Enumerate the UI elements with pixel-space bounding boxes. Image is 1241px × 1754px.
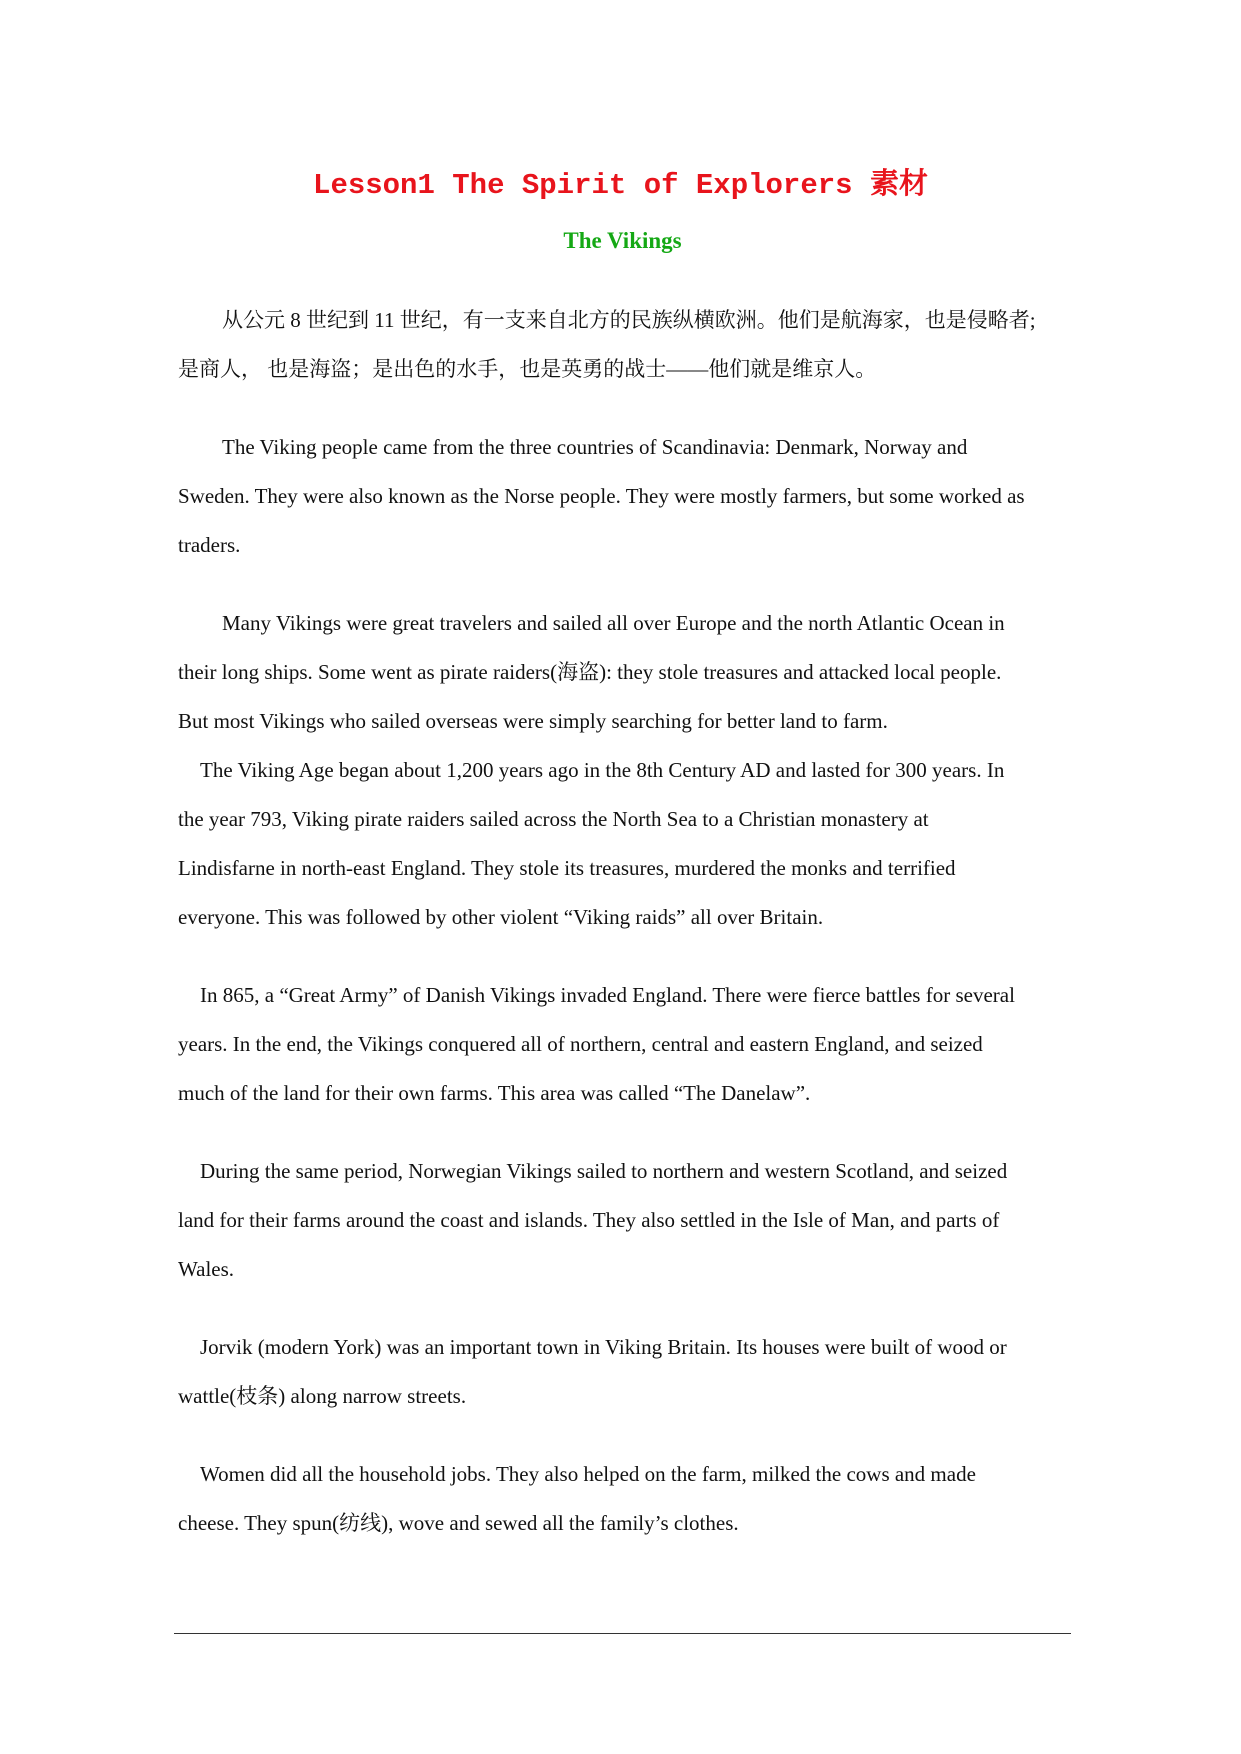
paragraph-viking-origins bbox=[178, 423, 1068, 570]
paragraph-women bbox=[178, 1450, 1068, 1548]
paragraph-line: cheese. They spun(纺线), wove and sewed all the family’s clothes. bbox=[178, 1511, 739, 1535]
document-body bbox=[178, 296, 1068, 1548]
document-subtitle: The Vikings bbox=[563, 228, 682, 253]
paragraph-line: Jorvik (modern York) was an important town in Viking Britain. Its houses were built of wood or bbox=[200, 1335, 1007, 1359]
paragraph-line: Many Vikings were great travelers and sailed all over Europe and the north Atlantic Ocean in bbox=[222, 611, 1005, 635]
paragraph-line: their long ships. Some went as pirate raiders(海盗): they stole treasures and attacked local people. bbox=[178, 660, 1002, 684]
paragraph-viking-age bbox=[178, 746, 1068, 942]
paragraph-line: everyone. This was followed by other violent “Viking raids” all over Britain. bbox=[178, 905, 824, 929]
paragraph-line: Lindisfarne in north-east England. They stole its treasures, murdered the monks and terrified bbox=[178, 856, 956, 880]
paragraph-line: 是商人， 也是海盗；是出色的水手，也是英勇的战士——他们就是维京人。 bbox=[178, 357, 877, 381]
paragraph-chinese-intro bbox=[178, 296, 1068, 394]
paragraph-line: Sweden. They were also known as the Norse people. They were mostly farmers, but some worked as bbox=[178, 484, 1025, 508]
paragraph-line: wattle(枝条) along narrow streets. bbox=[178, 1384, 467, 1408]
paragraph-line: Wales. bbox=[178, 1257, 235, 1281]
paragraph-viking-travelers bbox=[178, 599, 1068, 746]
footer-rule bbox=[174, 1633, 1071, 1634]
paragraph-line: Women did all the household jobs. They also helped on the farm, milked the cows and made bbox=[200, 1462, 976, 1486]
document-title: Lesson1 The Spirit of Explorers 素材 bbox=[313, 169, 928, 202]
paragraph-line: 从公元 8 世纪到 11 世纪，有一支来自北方的民族纵横欧洲。他们是航海家，也是侵略者; bbox=[222, 308, 1036, 332]
paragraph-line: The Viking Age began about 1,200 years ago in the 8th Century AD and lasted for 300 years. In bbox=[200, 758, 1005, 782]
paragraph-norwegian-vikings bbox=[178, 1147, 1068, 1294]
paragraph-line: The Viking people came from the three countries of Scandinavia: Denmark, Norway and bbox=[222, 435, 968, 459]
paragraph-line: years. In the end, the Vikings conquered all of northern, central and eastern England, and seized bbox=[178, 1032, 983, 1056]
paragraph-line: land for their farms around the coast and islands. They also settled in the Isle of Man, and parts of bbox=[178, 1208, 1000, 1232]
paragraph-line: much of the land for their own farms. This area was called “The Danelaw”. bbox=[178, 1081, 811, 1105]
paragraph-line: During the same period, Norwegian Vikings sailed to northern and western Scotland, and seized bbox=[200, 1159, 1008, 1183]
paragraph-line: But most Vikings who sailed overseas were simply searching for better land to farm. bbox=[178, 709, 888, 733]
paragraph-line: In 865, a “Great Army” of Danish Vikings invaded England. There were fierce battles for several bbox=[200, 983, 1015, 1007]
paragraph-great-army bbox=[178, 971, 1068, 1118]
paragraph-jorvik bbox=[178, 1323, 1068, 1421]
paragraph-line: traders. bbox=[178, 533, 241, 557]
paragraph-line: the year 793, Viking pirate raiders sailed across the North Sea to a Christian monastery at bbox=[178, 807, 929, 831]
